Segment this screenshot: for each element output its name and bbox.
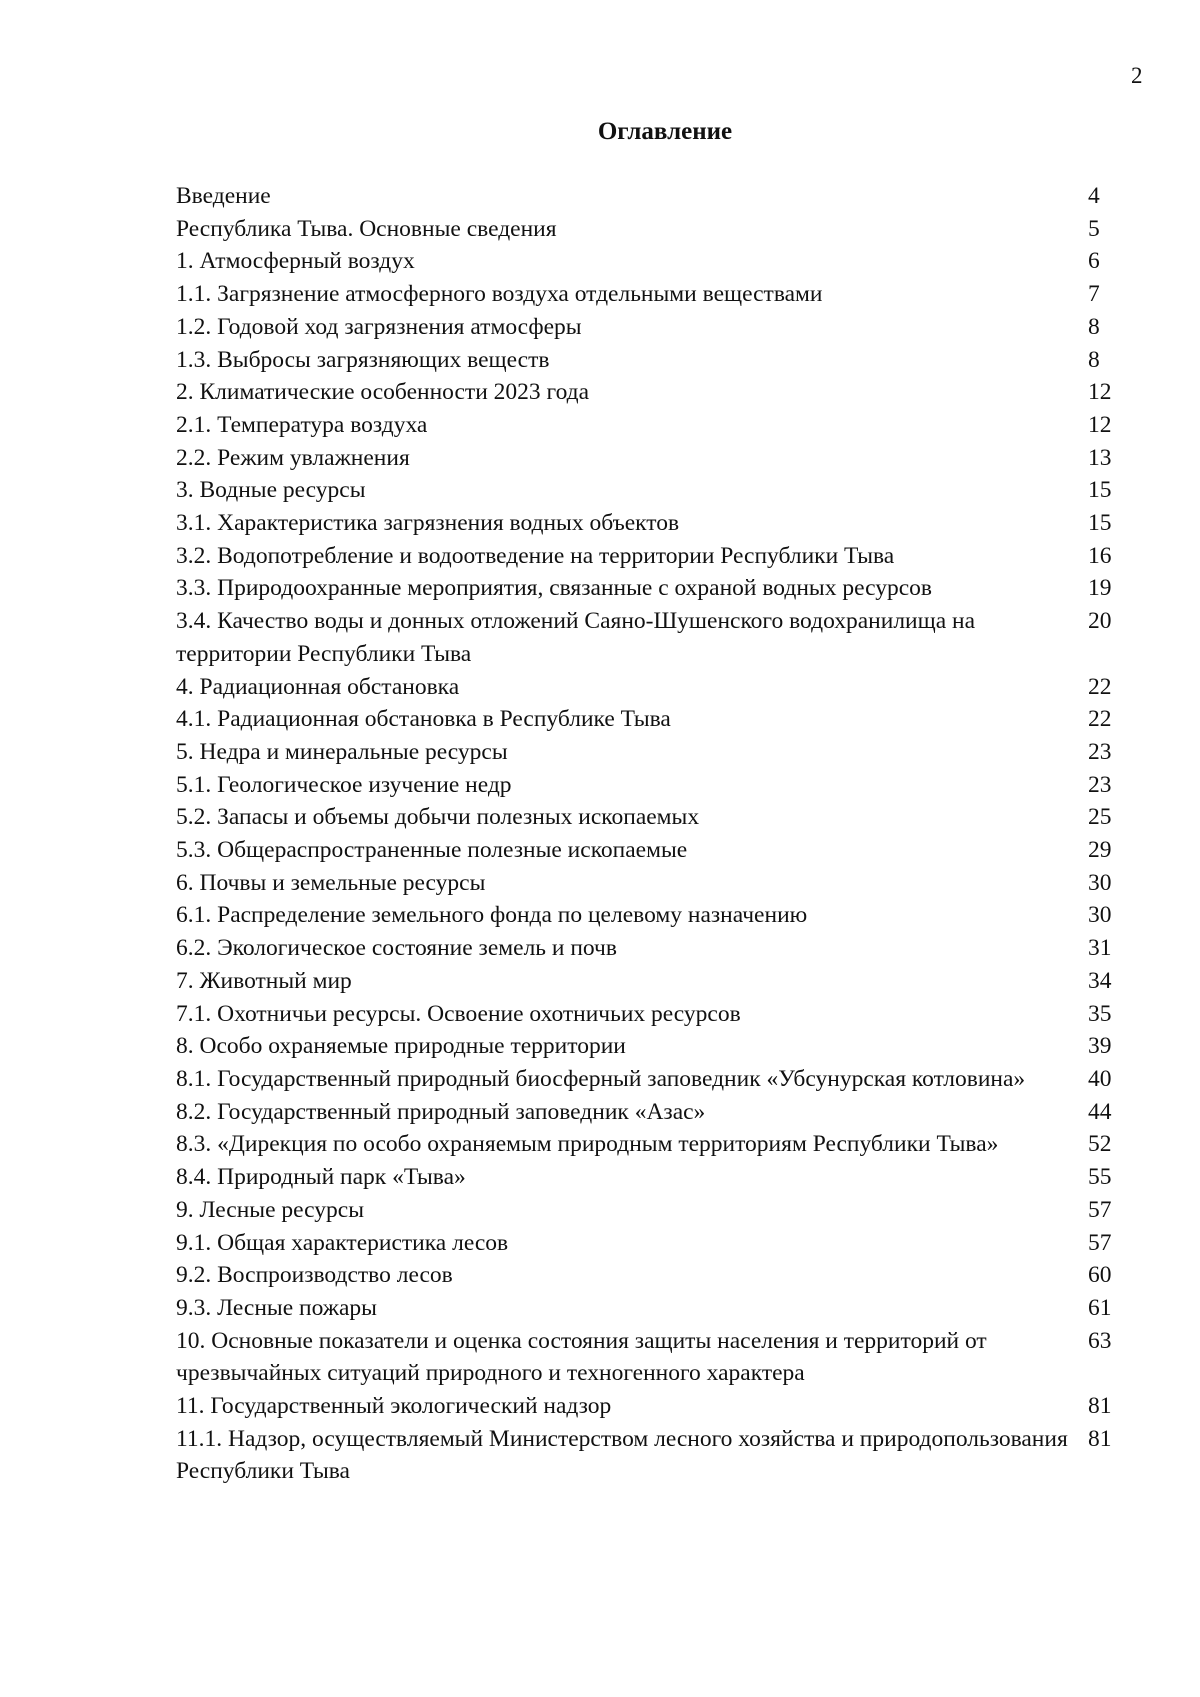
toc-entry-title: Республика Тыва. Основные сведения: [176, 215, 557, 242]
toc-entry-page: 39: [1088, 1033, 1112, 1060]
toc-entry-page: 61: [1088, 1294, 1112, 1321]
toc-entry[interactable]: [176, 344, 1143, 377]
toc-entry-title: 1.2. Годовой ход загрязнения атмосферы: [176, 313, 582, 340]
toc-entry-page: 23: [1088, 771, 1112, 798]
toc-entry-title: 8.1. Государственный природный биосферный заповедник «Убсунурская котловина»: [176, 1065, 1026, 1092]
toc-entry[interactable]: [176, 1128, 1143, 1161]
toc-entry[interactable]: [176, 1063, 1143, 1096]
toc-entry-title: 2.2. Режим увлажнения: [176, 444, 410, 471]
toc-entry-page: 55: [1088, 1164, 1112, 1191]
toc-entry-page: 8: [1088, 313, 1100, 340]
toc-entry[interactable]: [176, 834, 1143, 867]
toc-entry-title: 3.3. Природоохранные мероприятия, связанные с охраной водных ресурсов: [176, 575, 932, 602]
toc-entry-page: 23: [1088, 738, 1112, 765]
toc-entry-page: 57: [1088, 1196, 1112, 1223]
toc-entry-title: 2.1. Температура воздуха: [176, 411, 428, 438]
toc-entry-title: 3.2. Водопотребление и водоотведение на территории Республики Тыва: [176, 542, 895, 569]
toc-entry[interactable]: [176, 311, 1143, 344]
toc-title: Оглавление: [597, 118, 733, 145]
toc-entry[interactable]: [176, 474, 1143, 507]
toc-entry[interactable]: [176, 1194, 1143, 1227]
toc-entry-title: 1.1. Загрязнение атмосферного воздуха отдельными веществами: [176, 281, 823, 308]
toc-entry-page: 12: [1088, 411, 1112, 438]
toc-list: [176, 180, 1143, 1488]
toc-entry[interactable]: [176, 769, 1143, 802]
toc-entry-title: 5.2. Запасы и объемы добычи полезных ископаемых: [176, 804, 700, 831]
toc-entry-title: 5. Недра и минеральные ресурсы: [176, 738, 508, 765]
toc-entry-title: 1. Атмосферный воздух: [176, 248, 415, 275]
toc-entry[interactable]: [176, 1259, 1143, 1292]
toc-entry-page: 52: [1088, 1131, 1112, 1158]
toc-entry-title: 8.3. «Дирекция по особо охраняемым природным территориям Республики Тыва»: [176, 1131, 999, 1158]
toc-entry-page: 60: [1088, 1262, 1112, 1289]
toc-entry-page: 40: [1088, 1065, 1112, 1092]
toc-entry[interactable]: [176, 703, 1143, 736]
toc-entry-page: 30: [1088, 902, 1112, 929]
toc-entry[interactable]: [176, 998, 1143, 1031]
toc-entry-title: 3.4. Качество воды и донных отложений Саяно-Шушенского водохранилища на территории Республики Тыва: [176, 608, 976, 667]
page-number: 2: [1131, 63, 1143, 88]
toc-entry-title: Введение: [176, 183, 271, 209]
toc-entry-title: 9. Лесные ресурсы: [176, 1196, 364, 1223]
toc-entry-page: 5: [1088, 215, 1100, 242]
toc-entry[interactable]: [176, 278, 1143, 311]
toc-entry-title: 7. Животный мир: [176, 967, 352, 994]
toc-entry-page: 13: [1088, 444, 1112, 471]
toc-entry-page: 81: [1088, 1425, 1112, 1452]
toc-entry-title: 9.2. Воспроизводство лесов: [176, 1262, 453, 1289]
toc-entry-title: 4. Радиационная обстановка: [176, 673, 460, 700]
toc-entry-page: 22: [1088, 673, 1112, 700]
toc-entry[interactable]: [176, 1390, 1143, 1423]
toc-entry-page: 35: [1088, 1000, 1112, 1027]
toc-entry-page: 8: [1088, 346, 1100, 373]
toc-entry-title: 10. Основные показатели и оценка состояния защиты населения и территорий от чрезвычайных ситуаций природного и техногенного характера: [176, 1327, 987, 1387]
toc-entry[interactable]: [176, 540, 1143, 573]
toc-entry[interactable]: [176, 1292, 1143, 1325]
toc-entry[interactable]: [176, 605, 1143, 670]
toc-entry-page: 4: [1088, 183, 1100, 209]
toc-entry[interactable]: [176, 671, 1143, 704]
toc-entry-title: 5.3. Общераспространенные полезные ископаемые: [176, 837, 688, 864]
toc-entry[interactable]: [176, 932, 1143, 965]
toc-entry[interactable]: [176, 1030, 1143, 1063]
toc-entry-page: 29: [1088, 837, 1112, 864]
toc-entry-title: 5.1. Геологическое изучение недр: [176, 771, 512, 798]
toc-entry-page: 57: [1088, 1229, 1112, 1256]
toc-entry[interactable]: [176, 376, 1143, 409]
toc-entry[interactable]: [176, 572, 1143, 605]
toc-entry[interactable]: [176, 1096, 1143, 1129]
toc-entry[interactable]: [176, 899, 1143, 932]
toc-entry-page: 12: [1088, 379, 1112, 406]
toc-entry-page: 34: [1088, 967, 1112, 994]
toc-entry[interactable]: [176, 1161, 1143, 1194]
toc-entry-title: 8.4. Природный парк «Тыва»: [176, 1164, 466, 1191]
toc-entry-title: 6.2. Экологическое состояние земель и почв: [176, 935, 617, 962]
toc-entry-title: 7.1. Охотничьи ресурсы. Освоение охотничьих ресурсов: [176, 1000, 741, 1027]
toc-entry[interactable]: [176, 801, 1143, 834]
toc-entry[interactable]: [176, 867, 1143, 900]
toc-entry-title: 9.3. Лесные пожары: [176, 1294, 377, 1321]
toc-entry-title: 3. Водные ресурсы: [176, 477, 366, 504]
toc-entry[interactable]: [176, 1423, 1143, 1488]
toc-entry-page: 15: [1088, 477, 1112, 504]
toc-entry-page: 81: [1088, 1393, 1112, 1420]
toc-entry-title: 9.1. Общая характеристика лесов: [176, 1229, 509, 1256]
toc-entry-title: 6.1. Распределение земельного фонда по целевому назначению: [176, 902, 808, 929]
toc-entry-page: 25: [1088, 804, 1112, 831]
toc-entry-title: 6. Почвы и земельные ресурсы: [176, 869, 486, 896]
toc-entry[interactable]: [176, 507, 1143, 540]
toc-entry-title: 8.2. Государственный природный заповедник «Азас»: [176, 1098, 706, 1125]
toc-entry-page: 63: [1088, 1327, 1112, 1354]
toc-entry-title: 4.1. Радиационная обстановка в Республике Тыва: [176, 706, 671, 733]
toc-entry[interactable]: [176, 213, 1143, 246]
toc-entry-page: 20: [1088, 608, 1112, 635]
toc-entry-page: 31: [1088, 935, 1112, 962]
toc-entry-page: 16: [1088, 542, 1112, 569]
toc-entry-page: 30: [1088, 869, 1112, 896]
toc-entry-title: 2. Климатические особенности 2023 года: [176, 379, 590, 406]
toc-entry-title: 8. Особо охраняемые природные территории: [176, 1033, 626, 1060]
toc-entry[interactable]: [176, 1227, 1143, 1260]
toc-entry-page: 15: [1088, 510, 1112, 537]
toc-entry[interactable]: [176, 1325, 1143, 1390]
toc-entry[interactable]: [176, 245, 1143, 278]
toc-entry-page: 7: [1088, 281, 1100, 308]
toc-entry-page: 22: [1088, 706, 1112, 733]
toc-entry-page: 6: [1088, 248, 1100, 275]
toc-entry[interactable]: [176, 442, 1143, 475]
toc-entry-title: 3.1. Характеристика загрязнения водных объектов: [176, 510, 680, 537]
toc-entry-title: 11. Государственный экологический надзор: [176, 1393, 612, 1420]
toc-entry-page: 19: [1088, 575, 1112, 602]
toc-entry-title: 1.3. Выбросы загрязняющих веществ: [176, 346, 550, 373]
toc-entry[interactable]: [176, 409, 1143, 442]
toc-entry[interactable]: [176, 180, 1143, 213]
toc-entry[interactable]: [176, 736, 1143, 769]
toc-entry[interactable]: [176, 965, 1143, 998]
toc-entry-title: 11.1. Надзор, осуществляемый Министерством лесного хозяйства и природопользования Республики Тыва: [176, 1425, 1068, 1485]
toc-entry-page: 44: [1088, 1098, 1112, 1125]
